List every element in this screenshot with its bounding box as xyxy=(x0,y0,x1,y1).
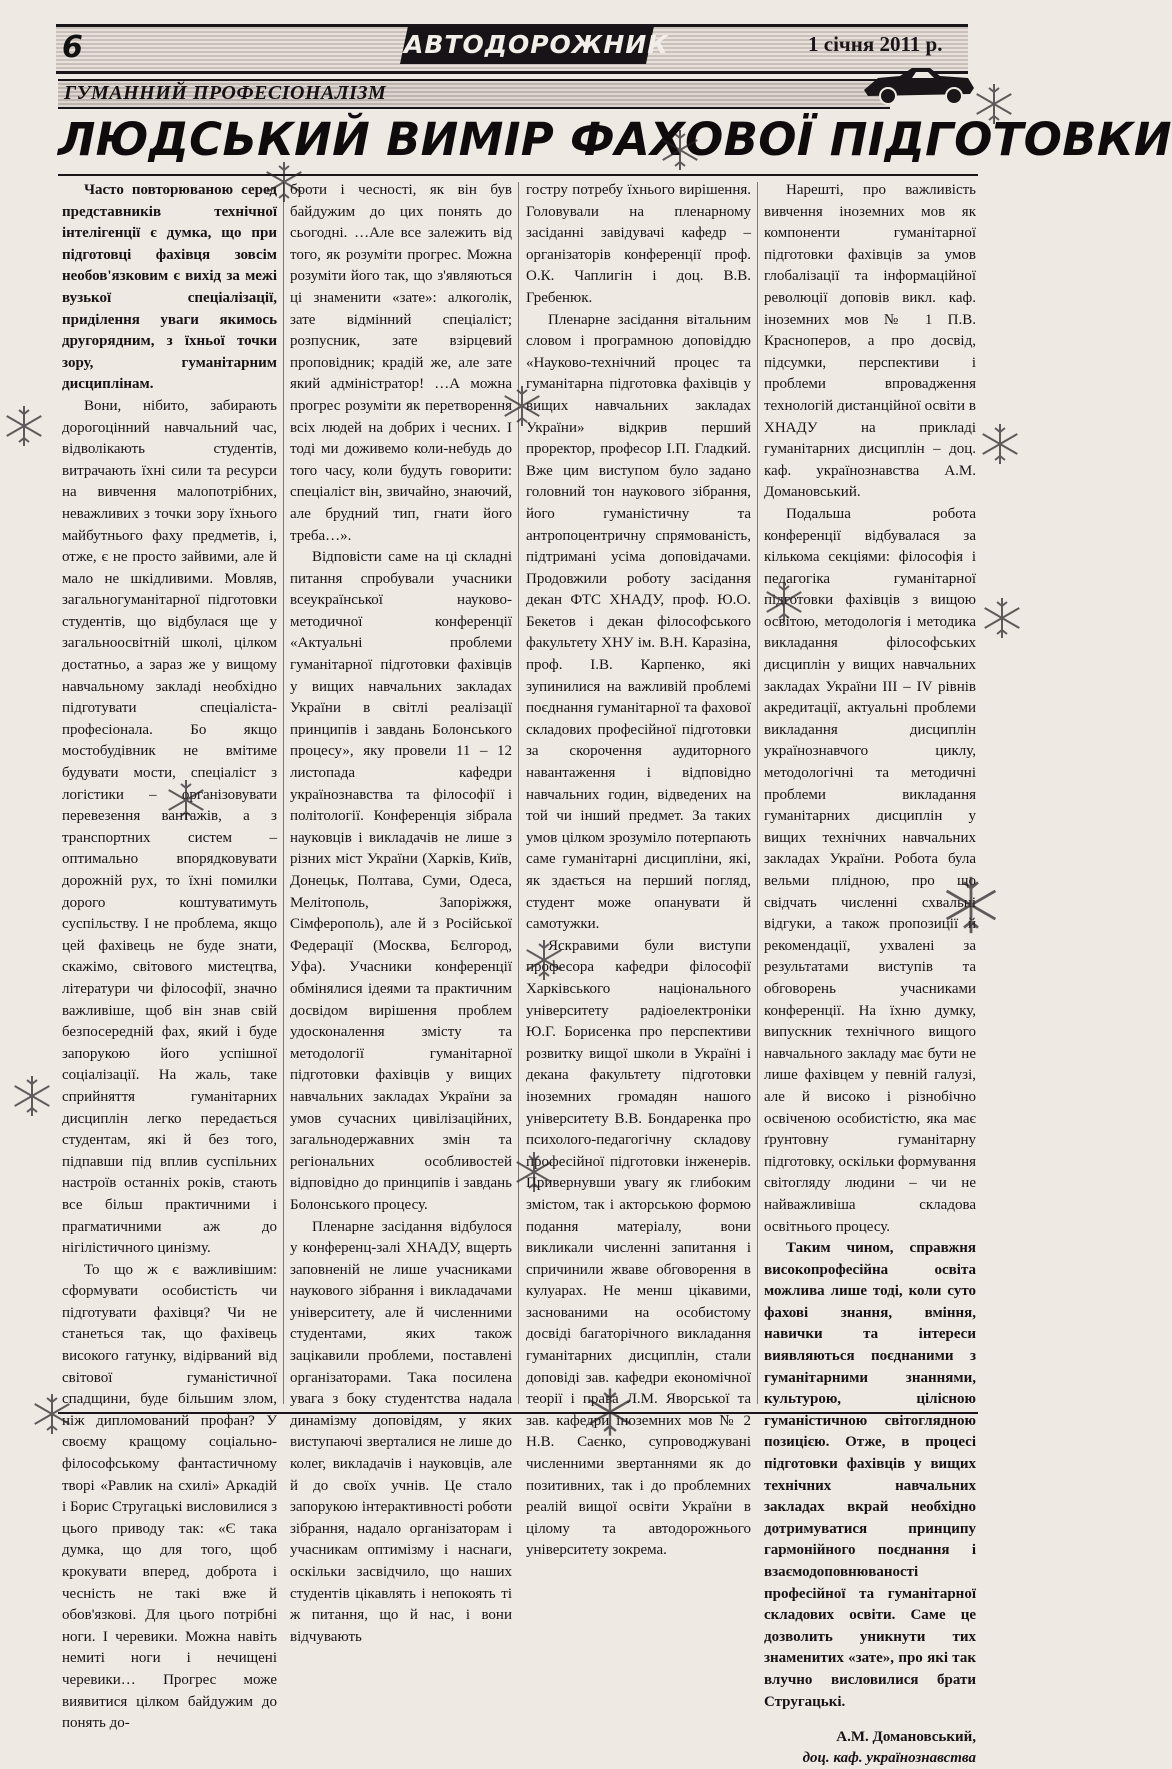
masthead xyxy=(400,26,669,64)
body-paragraph: Вони, нібито, забирають дорогоцінний навчальний час, відволікають студентів, витрачають їхні сили та ресурси на вивчення малопотрібних, неважливих з точки зору їхнього майбутнього фаху предметів, і, отже, є не просто зайвими, але й мало не шкідливими. Мовляв, загальногуманітарної підготовки студентів, що відбулася ще у загальноосвітній школі, цілком достатньо, а зараз же у вищому навчальному закладі необхідно підготувати спеціаліста-професіонала. Бо якщо мостобудівник не вмітиме будувати мости, спеціаліст з логістики – організовувати перевезення вантажів, а з транспортних систем – оптимально впорядковувати дорожній рух, то їхні помилки дорого коштуватимуть суспільству. І не проблема, якщо цей фахівець не буде знати, скажімо, світового мистецтва, літератури чи філософії, значно важливіше, щоб він знав свій безпосередній фах, який і буде запорукою його успішної соціалізації. На жаль, таке сприйняття гуманітарних дисциплін легко передається студентам, які й без того, підпавши під вплив суспільних настроїв останніх років, стають все більш практичними і прагматичними аж до нігілістичного цинізму. xyxy=(62,397,277,1257)
conclusion-paragraph: Таким чином, справжня високопрофесійна освіта можлива лише тоді, коли суто фахові знання, вміння, навички та інтереси виявляються поєднаними з гуманітарними знаннями, культурою, цілісною гуманістичною світоглядною позицією. Отже, в процесі підготовки фахівців у вищих технічних навчальних закладах вкрай необхідно дотримуватися принципу гармонійного поєднання і взаємодоповнюваності професійної та гуманітарної складових освіти. Саме це дозволить уникнути тих знаменитих «зате», про які так влучно висловилися брати Стругацькі. xyxy=(764,1240,976,1710)
masthead-title: АВТОДОРОЖНИК xyxy=(404,30,669,59)
snowflake-icon xyxy=(980,596,1024,640)
snowflake-icon xyxy=(584,1386,636,1438)
body-paragraph: Пленарне засідання відбулося у конференц-залі ХНАДУ, вщерть заповненій не лише учасниками наукового зібрання і викладачами університету, але й численними студентами, яких також зацікавили проблеми, поставлені організаторами. Така посилена увага з боку студентства надала динамізму доповідям, у яких виступаючі зверталися не лише до колег, викладачів і науковців, але й до своїх учнів. Це стало запорукою інтерактивності роботи зібрання, надало організаторам і учасникам оптимізму і наснаги, оскільки засвідчило, що наших студентів цікавлять і непокоять ті ж питання, що й нас, і вони відчувають xyxy=(290,1218,512,1645)
body-paragraph: Нарешті, про важливість вивчення іноземних мов як компоненти гуманітарної підготовки фахівців за умов глобалізації та інформаційної революції доповів викл. каф. іноземних мов № 1 П.В. Красноперов, а про досвід, підсумки, перспективи і проблеми впровадження технологій дистанційної освіти в ХНАДУ на прикладі гуманітарних дисциплін – доц. каф. українознавства А.М. Домановський. xyxy=(764,182,976,501)
column-divider xyxy=(283,182,284,1404)
author-name: А.М. Домановський, xyxy=(836,1729,976,1746)
body-paragraph: Яскравими були виступи професора кафедри філософії Харківського національного університету радіоелектроніки Ю.Г. Борисенка про перспективи розвитку вищої школи в Україні і декана факультету підготовки іноземних громадян нашого університету В.В. Бондаренка про психолого-педагогічну складову професійної підготовки інженерів. Привернувши увагу як глибоким змістом, так і акторською формою подання матеріалу, вони викликали численні запитання і спричинили жваве обговорення в кулуарах. Не менш цікавими, заснованими на особистому досвіді багаторічного викладання гуманітарних дисциплін, стали доповіді зав. кафедри економічної теорії і права Л.М. Яворської та зав. кафедри іноземних мов № 2 Н.В. Саєнко, супроводжувані численними звертаннями як до позитивних, так і до проблемних реалій вищої освіти України в цілому та автодорожнього університету зокрема. xyxy=(526,937,751,1559)
snowflake-icon xyxy=(262,160,306,204)
body-paragraph: гостру потребу їхнього вирішення. Головували на пленарному засіданні завідувачі кафедр – організаторів конференції проф. О.К. Чаплигін і доц. В.В. Гребенюк. xyxy=(526,182,751,306)
snowflake-icon xyxy=(164,778,208,822)
body-paragraph: То що ж є важливішим: сформувати особистість чи підготувати фахівця? Чи не станеться так, що фахівець високого гатунку, відірваний від світової гуманістичної спадщини, буде більшим злом, ніж дипломований профан? У своєму кращому соціально-філософському фантастичному творі «Равлик на схилі» Аркадій і Борис Стругацькі висловилися з цього приводу так: «Є така думка, що для того, щоб крокувати вперед, доброта і чесність не такі вже й обов'язкові. Для цього потрібні ноги. І черевики. Можна навіть немиті ноги і нечищені черевики… Прогрес може виявитися цілком байдужим до понять до- xyxy=(62,1261,277,1732)
snowflake-icon xyxy=(10,1074,54,1118)
snowflake-icon xyxy=(522,938,566,982)
column-3 xyxy=(526,180,751,1559)
page-number: 6 xyxy=(62,30,83,65)
column-4 xyxy=(764,180,976,1767)
snowflake-icon xyxy=(30,1392,74,1436)
body-paragraph: Пленарне засідання вітальним словом і програмною доповіддю «Науково-технічний процес та гуманітарна підготовка фахівців у вищих навчальних закладах України» відкрив перший проректор, професор І.П. Гладкий. Вже цим виступом було задано головний тон наукового зібрання, його гуманістичну та антропоцентричну спрямованість, підтримані усіма доповідачами. Продовжили роботу засідання декан ФТС ХНАДУ, проф. Ю.О. Бекетов і декан філософського факультету ХНУ ім. В.Н. Каразіна, проф. І.В. Карпенко, які зупинилися на важливій проблемі поєднання гуманітарної та фахової складових професійної підготовки за скорочення аудиторного навантаження і відповідно навчальних годин, відведених на той чи інший предмет. За таких умов цілком зрозуміло потерпають саме гуманітарні дисципліни, які, як здається на перший погляд, студент може опанувати й самотужки. xyxy=(526,311,751,933)
footer-rule xyxy=(58,1412,978,1414)
snowflake-icon xyxy=(512,1150,556,1194)
snowflake-icon xyxy=(978,422,1022,466)
body-paragraph: Подальша робота конференції відбувалася за кількома секціями: філософія і педагогіка гуманітарної підготовки фахівців з вищою освітою, методологія і методика викладання філософських дисциплін у вищих навчальних закладах України ІІІ – IV рівнів акредитації, актуальні проблеми викладання дисциплін українознавчого циклу, методологічні та методичні проблеми викладання гуманітарних дисциплін у вищих технічних навчальних закладах України. Робота була вельми плідною, про що свідчать численні схвальні відгуки, а також пропозиції й рекомендації, ухвалені за результатами виступів та обговорень учасниками конференції. На їхню думку, випускник технічного вищого навчального закладу має бути не лише фахівцем у певній галузі, але й високо і різнобічно освіченою особистістю, яка має ґрунтовну гуманітарну підготовку, оскільки формування світогляду людини – чи не найважливіша складова освітнього процесу. xyxy=(764,505,976,1235)
snowflake-icon xyxy=(2,404,46,448)
issue-date: 1 січня 2011 р. xyxy=(808,32,943,56)
body-paragraph: Відповісти саме на ці складні питання спробували учасники всеукраїнської науково-методичної конференції «Актуальні проблеми гуманітарної підготовки фахівців у вищих навчальних закладах України в світлі реалізації принципів і завдань Болонського процесу», яку провели 11 – 12 листопада кафедри українознавства та філософії і політології. Конференція зібрала науковців і викладачів не лише з різних міст України (Харків, Київ, Донецьк, Полтава, Суми, Одеса, Мелітополь, Запоріжжя, Сімферополь), але й з Російської Федерації (Москва, Бєлгород, Уфа). Учасники конференції обмінялися ідеями та практичним досвідом вирішення проблем удосконалення змісту та методології гуманітарної підготовки фахівців у вищих навчальних закладах України за умов сучасних цивілізаційних, загальнодержавних змін та регіональних особливостей відповідно до принципів і завдань Болонського процесу. xyxy=(290,549,512,1213)
snowflake-icon xyxy=(500,384,544,428)
lead-paragraph: Часто повторюваною серед представників технічної інтелігенції є думка, що при підготовці фахівця зовсім необов'язковим є вихід за межі вузької спеціалізації, приділення уваги якимось другорядним, з їхньої точки зору, гуманітарним дисциплінам. xyxy=(62,182,277,393)
snowflake-icon xyxy=(972,82,1016,126)
body-paragraph: броти і чесності, як він був байдужим до цих понять до сьогодні. …Але все залежить від того, як розуміти прогрес. Можна розуміти його так, що з'являються ці знаменити «зате»: алкоголік, зате відмінний спеціаліст; розпусник, зате взірцевий проповідник; крадій же, але зате який адміністратор! …А можна прогрес розуміти як перетворення всіх людей на добрих і чесних. І тоді ми доживемо коли-небудь до того часу, коли будуть говорити: спеціаліст він, звичайно, знаючий, але брудний тип, гнати його треба…». xyxy=(290,182,512,544)
column-divider xyxy=(518,182,519,1404)
headline-rule xyxy=(58,174,978,176)
column-2 xyxy=(290,180,512,1645)
headline: ЛЮДСЬКИЙ ВИМІР ФАХОВОЇ ПІДГОТОВКИ xyxy=(58,113,1172,166)
race-car-icon xyxy=(860,60,978,106)
rubric-label: ГУМАННИЙ ПРОФЕСІОНАЛІЗМ xyxy=(64,82,387,104)
author-title: доц. каф. українознавства xyxy=(802,1750,976,1767)
column-divider xyxy=(757,182,758,1404)
snowflake-icon xyxy=(658,128,702,172)
snowflake-icon xyxy=(940,874,1002,936)
snowflake-icon xyxy=(762,580,806,624)
author-signature xyxy=(764,1727,976,1769)
